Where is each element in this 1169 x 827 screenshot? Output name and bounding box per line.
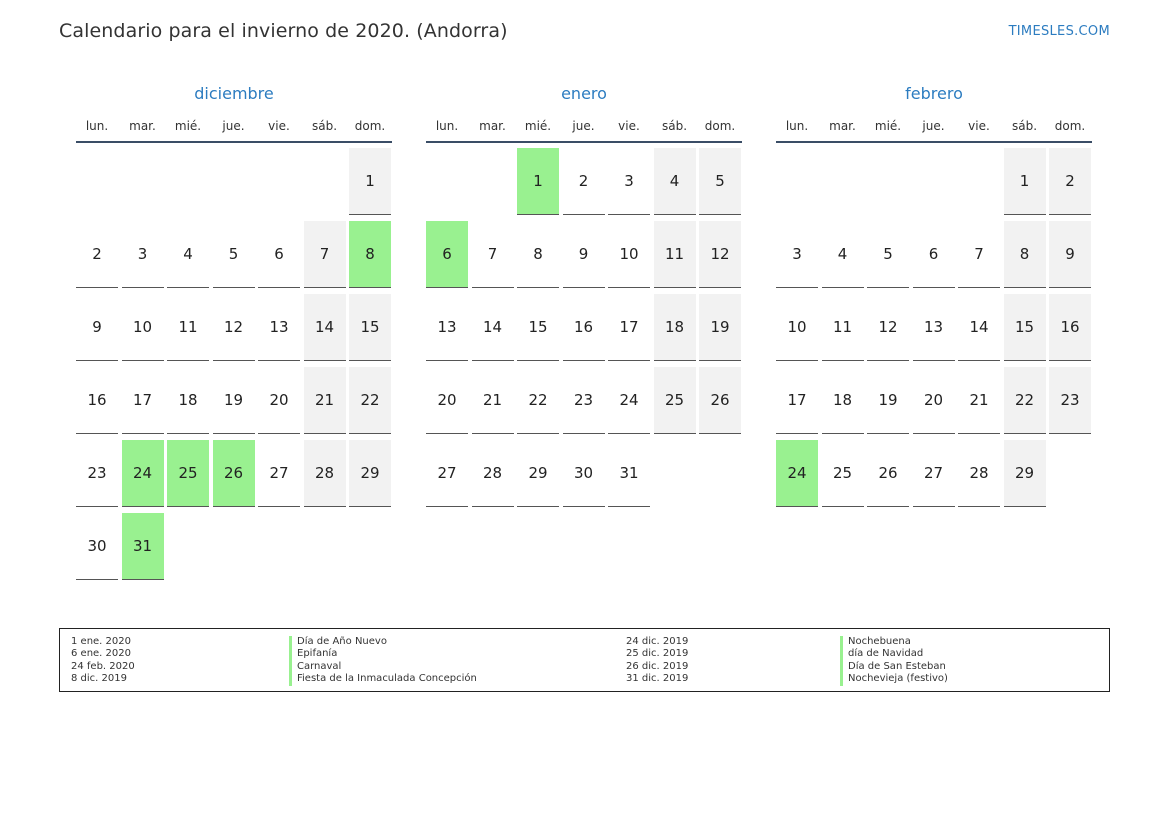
legend-holiday-name: Fiesta de la Inmaculada Concepción <box>289 673 477 685</box>
weekday-header <box>76 116 392 143</box>
day-cell[interactable]: 16 <box>1049 294 1091 361</box>
day-cell[interactable]: 28 <box>958 440 1000 507</box>
holiday-day-cell[interactable]: 26 <box>213 440 255 507</box>
day-cell[interactable]: 12 <box>699 221 741 288</box>
month-december <box>76 82 392 580</box>
day-cell[interactable]: 14 <box>304 294 346 361</box>
day-cell[interactable]: 25 <box>822 440 864 507</box>
day-cell[interactable]: 30 <box>76 513 118 580</box>
day-cell[interactable]: 10 <box>608 221 650 288</box>
day-cell[interactable]: 17 <box>776 367 818 434</box>
day-cell[interactable]: 20 <box>426 367 468 434</box>
day-cell[interactable]: 25 <box>654 367 696 434</box>
day-cell[interactable]: 20 <box>258 367 300 434</box>
empty-cell <box>122 148 164 215</box>
empty-cell <box>472 148 514 215</box>
empty-cell <box>958 148 1000 215</box>
day-cell[interactable]: 8 <box>1004 221 1046 288</box>
empty-cell <box>776 148 818 215</box>
day-cell[interactable]: 27 <box>426 440 468 507</box>
weekday-label: mar. <box>129 119 156 133</box>
day-cell[interactable]: 11 <box>822 294 864 361</box>
day-cell[interactable]: 2 <box>1049 148 1091 215</box>
day-cell[interactable]: 10 <box>776 294 818 361</box>
day-cell[interactable]: 14 <box>472 294 514 361</box>
weekday-label: vie. <box>618 119 640 133</box>
day-cell[interactable]: 28 <box>304 440 346 507</box>
day-cell[interactable]: 13 <box>913 294 955 361</box>
empty-cell <box>867 148 909 215</box>
day-cell[interactable]: 19 <box>867 367 909 434</box>
day-cell[interactable]: 11 <box>654 221 696 288</box>
day-cell[interactable]: 30 <box>563 440 605 507</box>
holiday-day-cell[interactable]: 6 <box>426 221 468 288</box>
day-cell[interactable]: 26 <box>699 367 741 434</box>
weekday-label: mié. <box>874 119 902 133</box>
weekday-label: dom. <box>704 119 736 133</box>
day-cell[interactable]: 15 <box>349 294 391 361</box>
empty-cell <box>426 148 468 215</box>
legend-date: 31 dic. 2019 <box>626 673 689 685</box>
month-title: diciembre <box>194 84 274 103</box>
weekday-label: lun. <box>85 119 109 133</box>
day-cell[interactable]: 1 <box>349 148 391 215</box>
day-cell[interactable]: 5 <box>213 221 255 288</box>
month-february <box>776 82 1092 507</box>
day-cell[interactable]: 26 <box>867 440 909 507</box>
day-cell[interactable]: 9 <box>563 221 605 288</box>
day-cell[interactable]: 8 <box>517 221 559 288</box>
day-cell[interactable]: 9 <box>1049 221 1091 288</box>
legend-names-col-2 <box>840 636 948 686</box>
day-cell[interactable]: 1 <box>1004 148 1046 215</box>
day-cell[interactable]: 7 <box>304 221 346 288</box>
days-grid <box>426 148 742 507</box>
legend-date: 1 ene. 2020 <box>71 636 131 647</box>
day-cell[interactable]: 5 <box>699 148 741 215</box>
weekday-label: jue. <box>922 119 945 133</box>
day-cell[interactable]: 20 <box>913 367 955 434</box>
weekday-label: dom. <box>354 119 386 133</box>
day-cell[interactable]: 13 <box>258 294 300 361</box>
legend-holiday-name: Carnaval <box>289 661 477 673</box>
legend-names-col-1 <box>289 636 477 686</box>
legend-date: 24 dic. 2019 <box>626 636 689 647</box>
day-cell[interactable]: 17 <box>122 367 164 434</box>
weekday-label: mié. <box>174 119 202 133</box>
weekday-label: sáb. <box>311 119 338 133</box>
month-title: enero <box>561 84 607 103</box>
day-cell[interactable]: 19 <box>699 294 741 361</box>
holiday-day-cell[interactable]: 25 <box>167 440 209 507</box>
day-cell[interactable]: 24 <box>608 367 650 434</box>
weekday-label: mar. <box>829 119 856 133</box>
legend-holiday-name: Nochebuena <box>840 636 948 648</box>
days-grid <box>776 148 1092 507</box>
day-cell[interactable]: 22 <box>517 367 559 434</box>
holiday-day-cell[interactable]: 24 <box>122 440 164 507</box>
day-cell[interactable]: 27 <box>258 440 300 507</box>
legend-date: 25 dic. 2019 <box>626 648 689 660</box>
day-cell[interactable]: 18 <box>654 294 696 361</box>
weekday-label: vie. <box>968 119 990 133</box>
legend-date: 26 dic. 2019 <box>626 660 689 672</box>
empty-cell <box>167 148 209 215</box>
day-cell[interactable]: 22 <box>1004 367 1046 434</box>
day-cell[interactable]: 3 <box>122 221 164 288</box>
weekday-label: vie. <box>268 119 290 133</box>
day-cell[interactable]: 21 <box>472 367 514 434</box>
day-cell[interactable]: 4 <box>822 221 864 288</box>
weekday-label: jue. <box>572 119 595 133</box>
day-cell[interactable]: 10 <box>122 294 164 361</box>
weekday-header <box>776 116 1092 143</box>
day-cell[interactable]: 3 <box>776 221 818 288</box>
empty-cell <box>213 148 255 215</box>
day-cell[interactable]: 17 <box>608 294 650 361</box>
legend-holiday-name: Nochevieja (festivo) <box>840 673 948 685</box>
day-cell[interactable]: 7 <box>958 221 1000 288</box>
page-title: Calendario para el invierno de 2020. (Andorra) <box>59 20 508 42</box>
legend-holiday-name: día de Navidad <box>840 648 948 660</box>
weekday-label: mar. <box>479 119 506 133</box>
weekday-label: lun. <box>785 119 809 133</box>
legend-dates-col-1 <box>71 636 135 686</box>
day-cell[interactable]: 15 <box>517 294 559 361</box>
day-cell[interactable]: 16 <box>563 294 605 361</box>
days-grid <box>76 148 392 580</box>
weekday-header <box>426 116 742 143</box>
day-cell[interactable]: 14 <box>958 294 1000 361</box>
legend-date: 6 ene. 2020 <box>71 648 131 660</box>
weekday-label: mié. <box>524 119 552 133</box>
day-cell[interactable]: 11 <box>167 294 209 361</box>
legend-dates-col-2 <box>626 636 688 686</box>
day-cell[interactable]: 13 <box>426 294 468 361</box>
brand-link[interactable]: TIMESLES.COM <box>1008 24 1110 39</box>
day-cell[interactable]: 3 <box>608 148 650 215</box>
day-cell[interactable]: 4 <box>654 148 696 215</box>
legend-holiday-name: Epifanía <box>289 648 477 660</box>
day-cell[interactable]: 12 <box>867 294 909 361</box>
day-cell[interactable]: 23 <box>563 367 605 434</box>
day-cell[interactable]: 29 <box>349 440 391 507</box>
day-cell[interactable]: 6 <box>258 221 300 288</box>
day-cell[interactable]: 21 <box>958 367 1000 434</box>
day-cell[interactable]: 18 <box>167 367 209 434</box>
weekday-label: lun. <box>435 119 459 133</box>
day-cell[interactable]: 16 <box>76 367 118 434</box>
day-cell[interactable]: 6 <box>913 221 955 288</box>
legend-holiday-name: Día de San Esteban <box>840 661 948 673</box>
day-cell[interactable]: 12 <box>213 294 255 361</box>
empty-cell <box>258 148 300 215</box>
day-cell[interactable]: 5 <box>867 221 909 288</box>
day-cell[interactable]: 29 <box>517 440 559 507</box>
weekday-label: sáb. <box>1011 119 1038 133</box>
legend-holiday-name: Día de Año Nuevo <box>289 636 477 648</box>
empty-cell <box>913 148 955 215</box>
day-cell[interactable]: 2 <box>563 148 605 215</box>
empty-cell <box>76 148 118 215</box>
legend-date: 24 feb. 2020 <box>71 660 135 672</box>
day-cell[interactable]: 9 <box>76 294 118 361</box>
holiday-day-cell[interactable]: 31 <box>122 513 164 580</box>
weekday-label: jue. <box>222 119 245 133</box>
holiday-legend <box>59 628 1110 692</box>
month-title: febrero <box>905 84 963 103</box>
day-cell[interactable]: 18 <box>822 367 864 434</box>
empty-cell <box>304 148 346 215</box>
holiday-day-cell[interactable]: 8 <box>349 221 391 288</box>
weekday-label: dom. <box>1054 119 1086 133</box>
holiday-day-cell[interactable]: 1 <box>517 148 559 215</box>
day-cell[interactable]: 28 <box>472 440 514 507</box>
day-cell[interactable]: 2 <box>76 221 118 288</box>
day-cell[interactable]: 31 <box>608 440 650 507</box>
day-cell[interactable]: 4 <box>167 221 209 288</box>
holiday-day-cell[interactable]: 24 <box>776 440 818 507</box>
empty-cell <box>822 148 864 215</box>
day-cell[interactable]: 15 <box>1004 294 1046 361</box>
day-cell[interactable]: 27 <box>913 440 955 507</box>
day-cell[interactable]: 22 <box>349 367 391 434</box>
day-cell[interactable]: 23 <box>76 440 118 507</box>
day-cell[interactable]: 23 <box>1049 367 1091 434</box>
legend-date: 8 dic. 2019 <box>71 673 127 685</box>
day-cell[interactable]: 19 <box>213 367 255 434</box>
day-cell[interactable]: 29 <box>1004 440 1046 507</box>
month-january <box>426 82 742 507</box>
day-cell[interactable]: 21 <box>304 367 346 434</box>
weekday-label: sáb. <box>661 119 688 133</box>
day-cell[interactable]: 7 <box>472 221 514 288</box>
